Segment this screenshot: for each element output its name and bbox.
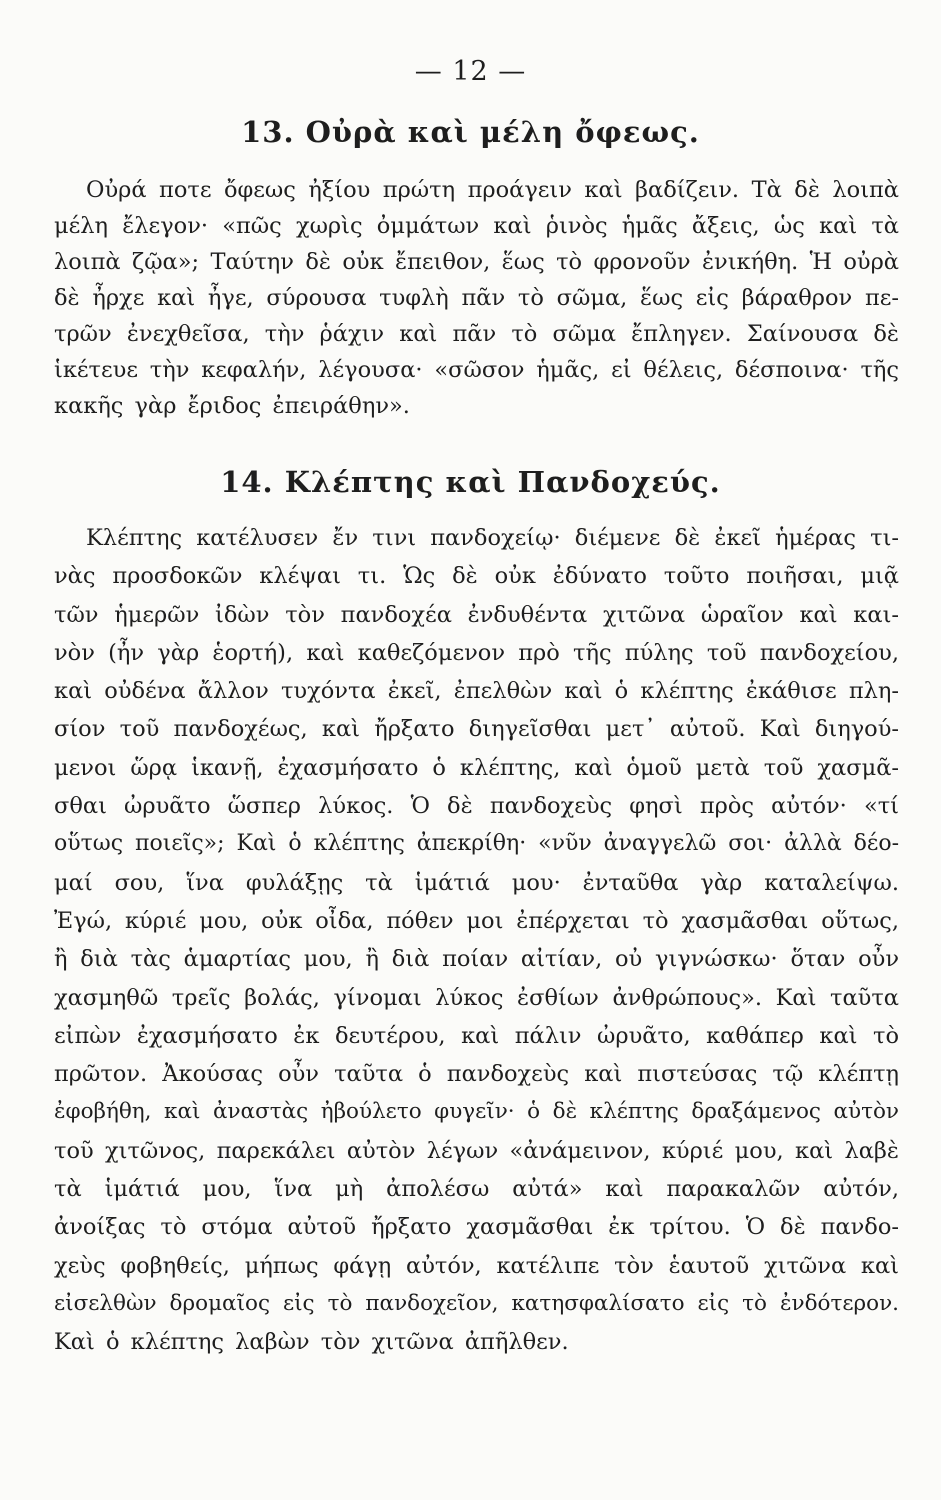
text-line: νὸν (ἦν γὰρ ἑορτή), καὶ καθεζόμενον πρὸ τῆς πύλης τοῦ πανδοχείου, (54, 639, 899, 666)
text-line: Κλέπτης κατέλυσεν ἔν τινι πανδοχείῳ· διέμενε δὲ ἐκεῖ ἡμέρας τι- (86, 525, 899, 551)
fable-13-text (54, 172, 899, 424)
text-line: μέλη ἔλεγον· «πῶς χωρὶς ὀμμάτων καὶ ῥινὸς ἡμᾶς ἄξεις, ὡς καὶ τὰ (54, 213, 899, 239)
text-line: καὶ οὐδένα ἄλλον τυχόντα ἐκεῖ, ἐπελθὼν καὶ ὁ κλέπτης ἐκάθισε πλη- (54, 678, 899, 705)
text-line: ἐφοβήθη, καὶ ἀναστὰς ἠβούλετο φυγεῖν· ὁ δὲ κλέπτης δραξάμενος αὐτὸν (54, 1099, 899, 1125)
section-title-14: 14. Κλέπτης καὶ Πανδοχεύς. (220, 465, 721, 499)
text-line: πρῶτον. Ἀκούσας οὖν ταῦτα ὁ πανδοχεὺς καὶ πιστεύσας τῷ κλέπτῃ (54, 1061, 899, 1088)
text-line: δὲ ἦρχε καὶ ἦγε, σύρουσα τυφλὴ πᾶν τὸ σῶμα, ἕως εἰς βάραθρον πε- (54, 285, 899, 311)
text-line: κακῆς γὰρ ἔριδος ἐπειράθην». (54, 393, 410, 419)
text-line: μενοι ὥρᾳ ἱκανῇ, ἐχασμήσατο ὁ κλέπτης, καὶ ὁμοῦ μετὰ τοῦ χασμᾶ- (54, 754, 899, 781)
text-line: σθαι ὠρυᾶτο ὥσπερ λύκος. Ὁ δὲ πανδοχεὺς φησὶ πρὸς αὐτόν· «τί (54, 793, 899, 820)
fable-14-text (54, 519, 899, 1362)
text-line: τοῦ χιτῶνος, παρεκάλει αὐτὸν λέγων «ἀνάμεινον, κύριέ μου, καὶ λαβὲ (54, 1137, 899, 1164)
text-line: ἀνοίξας τὸ στόμα αὐτοῦ ἤρξατο χασμᾶσθαι ἐκ τρίτου. Ὁ δὲ πανδο- (54, 1214, 899, 1241)
text-line: οὕτως ποιεῖς»; Καὶ ὁ κλέπτης ἀπεκρίθη· «νῦν ἀναγγελῶ σοι· ἀλλὰ δέο- (54, 831, 899, 857)
text-line: μαί σου, ἵνα φυλάξῃς τὰ ἱμάτιά μου· ἐνταῦθα γὰρ καταλείψω. (54, 869, 899, 896)
text-line: εἰπὼν ἐχασμήσατο ἐκ δευτέρου, καὶ πάλιν ὠρυᾶτο, καθάπερ καὶ τὸ (54, 1022, 899, 1049)
text-line: τρῶν ἐνεχθεῖσα, τὴν ῥάχιν καὶ πᾶν τὸ σῶμα ἔπληγεν. Σαίνουσα δὲ (54, 321, 899, 347)
text-line: τὰ ἱμάτιά μου, ἵνα μὴ ἀπολέσω αὐτά» καὶ παρακαλῶν αὐτόν, (54, 1176, 899, 1203)
text-line: ἢ διὰ τὰς ἁμαρτίας μου, ἢ διὰ ποίαν αἰτίαν, οὐ γιγνώσκω· ὅταν οὖν (54, 946, 899, 973)
text-line: νὰς προσδοκῶν κλέψαι τι. Ὡς δὲ οὐκ ἐδύνατο τοῦτο ποιῆσαι, μιᾷ (54, 563, 899, 590)
text-line: σίον τοῦ πανδοχέως, καὶ ἤρξατο διηγεῖσθαι μετ᾽ αὐτοῦ. Καὶ διηγού- (54, 716, 899, 743)
text-line: χασμηθῶ τρεῖς βολάς, γίνομαι λύκος ἐσθίων ἀνθρώπους». Καὶ ταῦτα (54, 984, 899, 1011)
text-line: Ἐγώ, κύριέ μου, οὐκ οἶδα, πόθεν μοι ἐπέρχεται τὸ χασμᾶσθαι οὕτως, (54, 907, 899, 934)
text-line: χεὺς φοβηθείς, μήπως φάγῃ αὐτόν, κατέλιπε τὸν ἑαυτοῦ χιτῶνα καὶ (54, 1252, 899, 1279)
text-line: εἰσελθὼν δρομαῖος εἰς τὸ πανδοχεῖον, κατησφαλίσατο εἰς τὸ ἐνδότερον. (54, 1290, 899, 1316)
text-line: λοιπὰ ζῷα»; Ταύτην δὲ οὐκ ἔπειθον, ἕως τὸ φρονοῦν ἐνικήθη. Ἡ οὐρὰ (54, 249, 899, 275)
text-line: Οὐρά ποτε ὄφεως ἠξίου πρώτη προάγειν καὶ βαδίζειν. Τὰ δὲ λοιπὰ (86, 177, 899, 203)
page-number: — 12 — (414, 56, 527, 87)
section-title-13: 13. Οὐρὰ καὶ μέλη ὄφεως. (241, 115, 700, 149)
text-line: Καὶ ὁ κλέπτης λαβὼν τὸν χιτῶνα ἀπῆλθεν. (54, 1329, 569, 1356)
text-line: τῶν ἡμερῶν ἰδὼν τὸν πανδοχέα ἐνδυθέντα χιτῶνα ὡραῖον καὶ και- (54, 601, 899, 628)
text-line: ἱκέτευε τὴν κεφαλήν, λέγουσα· «σῶσον ἡμᾶς, εἰ θέλεις, δέσποινα· τῆς (54, 357, 899, 383)
